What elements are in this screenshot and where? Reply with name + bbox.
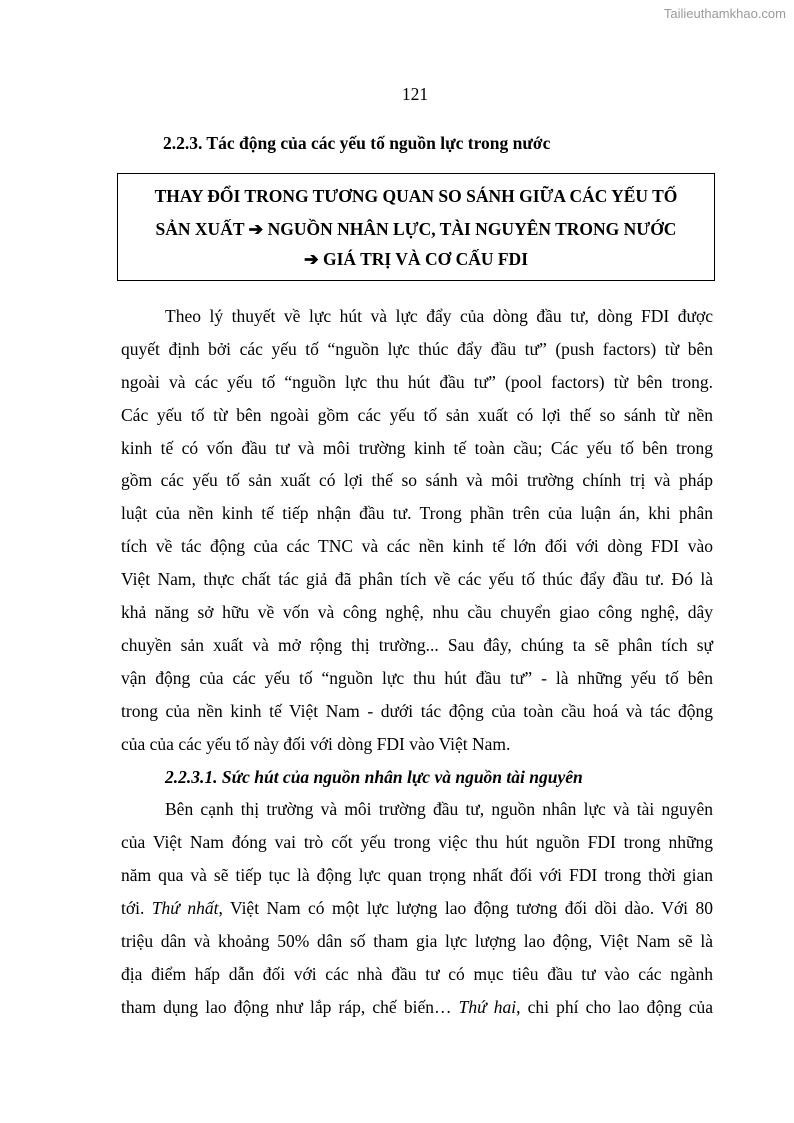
paragraph-line: kinh tế có vốn đầu tư và môi trường kinh tế toàn cầu; Các yếu tố bên trong	[121, 438, 713, 458]
paragraph-line: địa điểm hấp dẫn đối với các nhà đầu tư có mục tiêu đầu tư vào các ngành	[121, 964, 713, 984]
box-line: THAY ĐỔI TRONG TƯƠNG QUAN SO SÁNH GIỮA CÁC YẾU TỐ	[154, 186, 678, 206]
paragraph-line: vận động của các yếu tố “nguồn lực thu hút đầu tư” - là những yếu tố bên	[121, 668, 713, 688]
text-segment: , chi phí cho lao động của	[516, 997, 713, 1017]
box-line: SẢN XUẤT ➔ NGUỒN NHÂN LỰC, TÀI NGUYÊN TRONG NƯỚC	[155, 219, 677, 239]
watermark: Tailieuthamkhao.com	[663, 6, 786, 21]
paragraph-line: của của các yếu tố này đối với dòng FDI vào Việt Nam.	[121, 734, 511, 754]
paragraph-line: Bên cạnh thị trường và môi trường đầu tư, nguồn nhân lực và tài nguyên	[165, 799, 713, 819]
paragraph-line: quyết định bởi các yếu tố “nguồn lực thúc đẩy đầu tư” (push factors) từ bên	[121, 339, 713, 359]
paragraph-line: ngoài và các yếu tố “nguồn lực thu hút đầu tư” (pool factors) từ bên trong.	[121, 372, 713, 392]
section-heading: 2.2.3. Tác động của các yếu tố nguồn lực trong nước	[163, 133, 551, 153]
paragraph-line: Các yếu tố từ bên ngoài gồm các yếu tố sản xuất có lợi thế so sánh từ nền	[121, 405, 713, 425]
subsection-heading: 2.2.3.1. Sức hút của nguồn nhân lực và nguồn tài nguyên	[165, 767, 583, 787]
paragraph-line: Theo lý thuyết về lực hút và lực đẩy của dòng đầu tư, dòng FDI được	[165, 306, 713, 326]
paragraph-line: gồm các yếu tố sản xuất có lợi thế so sánh và môi trường chính trị và pháp	[121, 470, 713, 490]
paragraph-line: tích về tác động của các TNC và các nền kinh tế lớn đối với dòng FDI vào	[121, 536, 713, 556]
paragraph-line: của Việt Nam đóng vai trò cốt yếu trong việc thu hút nguồn FDI trong những	[121, 832, 713, 852]
paragraph-line: chuyền sản xuất và mở rộng thị trường... Sau đây, chúng ta sẽ phân tích sự	[121, 635, 713, 655]
italic-phrase: Thứ hai	[458, 997, 517, 1017]
paragraph-line	[121, 997, 713, 1017]
paragraph-line: Việt Nam, thực chất tác giả đã phân tích về các yếu tố thúc đẩy đầu tư. Đó là	[121, 569, 713, 589]
text-segment: tham dụng lao động như lắp ráp, chế biến…	[121, 997, 459, 1017]
paragraph-line: luật của nền kinh tế tiếp nhận đầu tư. Trong phần trên của luận án, khi phân	[121, 503, 713, 523]
paragraph-line: triệu dân và khoảng 50% dân số tham gia lực lượng lao động, Việt Nam sẽ là	[121, 931, 713, 951]
paragraph-line: năm qua và sẽ tiếp tục là động lực quan trọng nhất đối với FDI trong thời gian	[121, 865, 713, 885]
paragraph-line: khả năng sở hữu về vốn và công nghệ, nhu cầu chuyển giao công nghệ, dây	[121, 602, 713, 622]
italic-phrase: Thứ nhất	[151, 898, 219, 918]
paragraph-line	[121, 898, 713, 918]
text-segment: , Việt Nam có một lực lượng lao động tương đối dồi dào. Với 80	[218, 898, 713, 918]
box-line: ➔ GIÁ TRỊ VÀ CƠ CẤU FDI	[303, 249, 529, 269]
page-number: 121	[401, 84, 429, 104]
text-segment: tới.	[121, 898, 152, 918]
paragraph-line: trong của nền kinh tế Việt Nam - dưới tác động của toàn cầu hoá và tác động	[121, 701, 713, 721]
summary-box	[117, 173, 715, 281]
